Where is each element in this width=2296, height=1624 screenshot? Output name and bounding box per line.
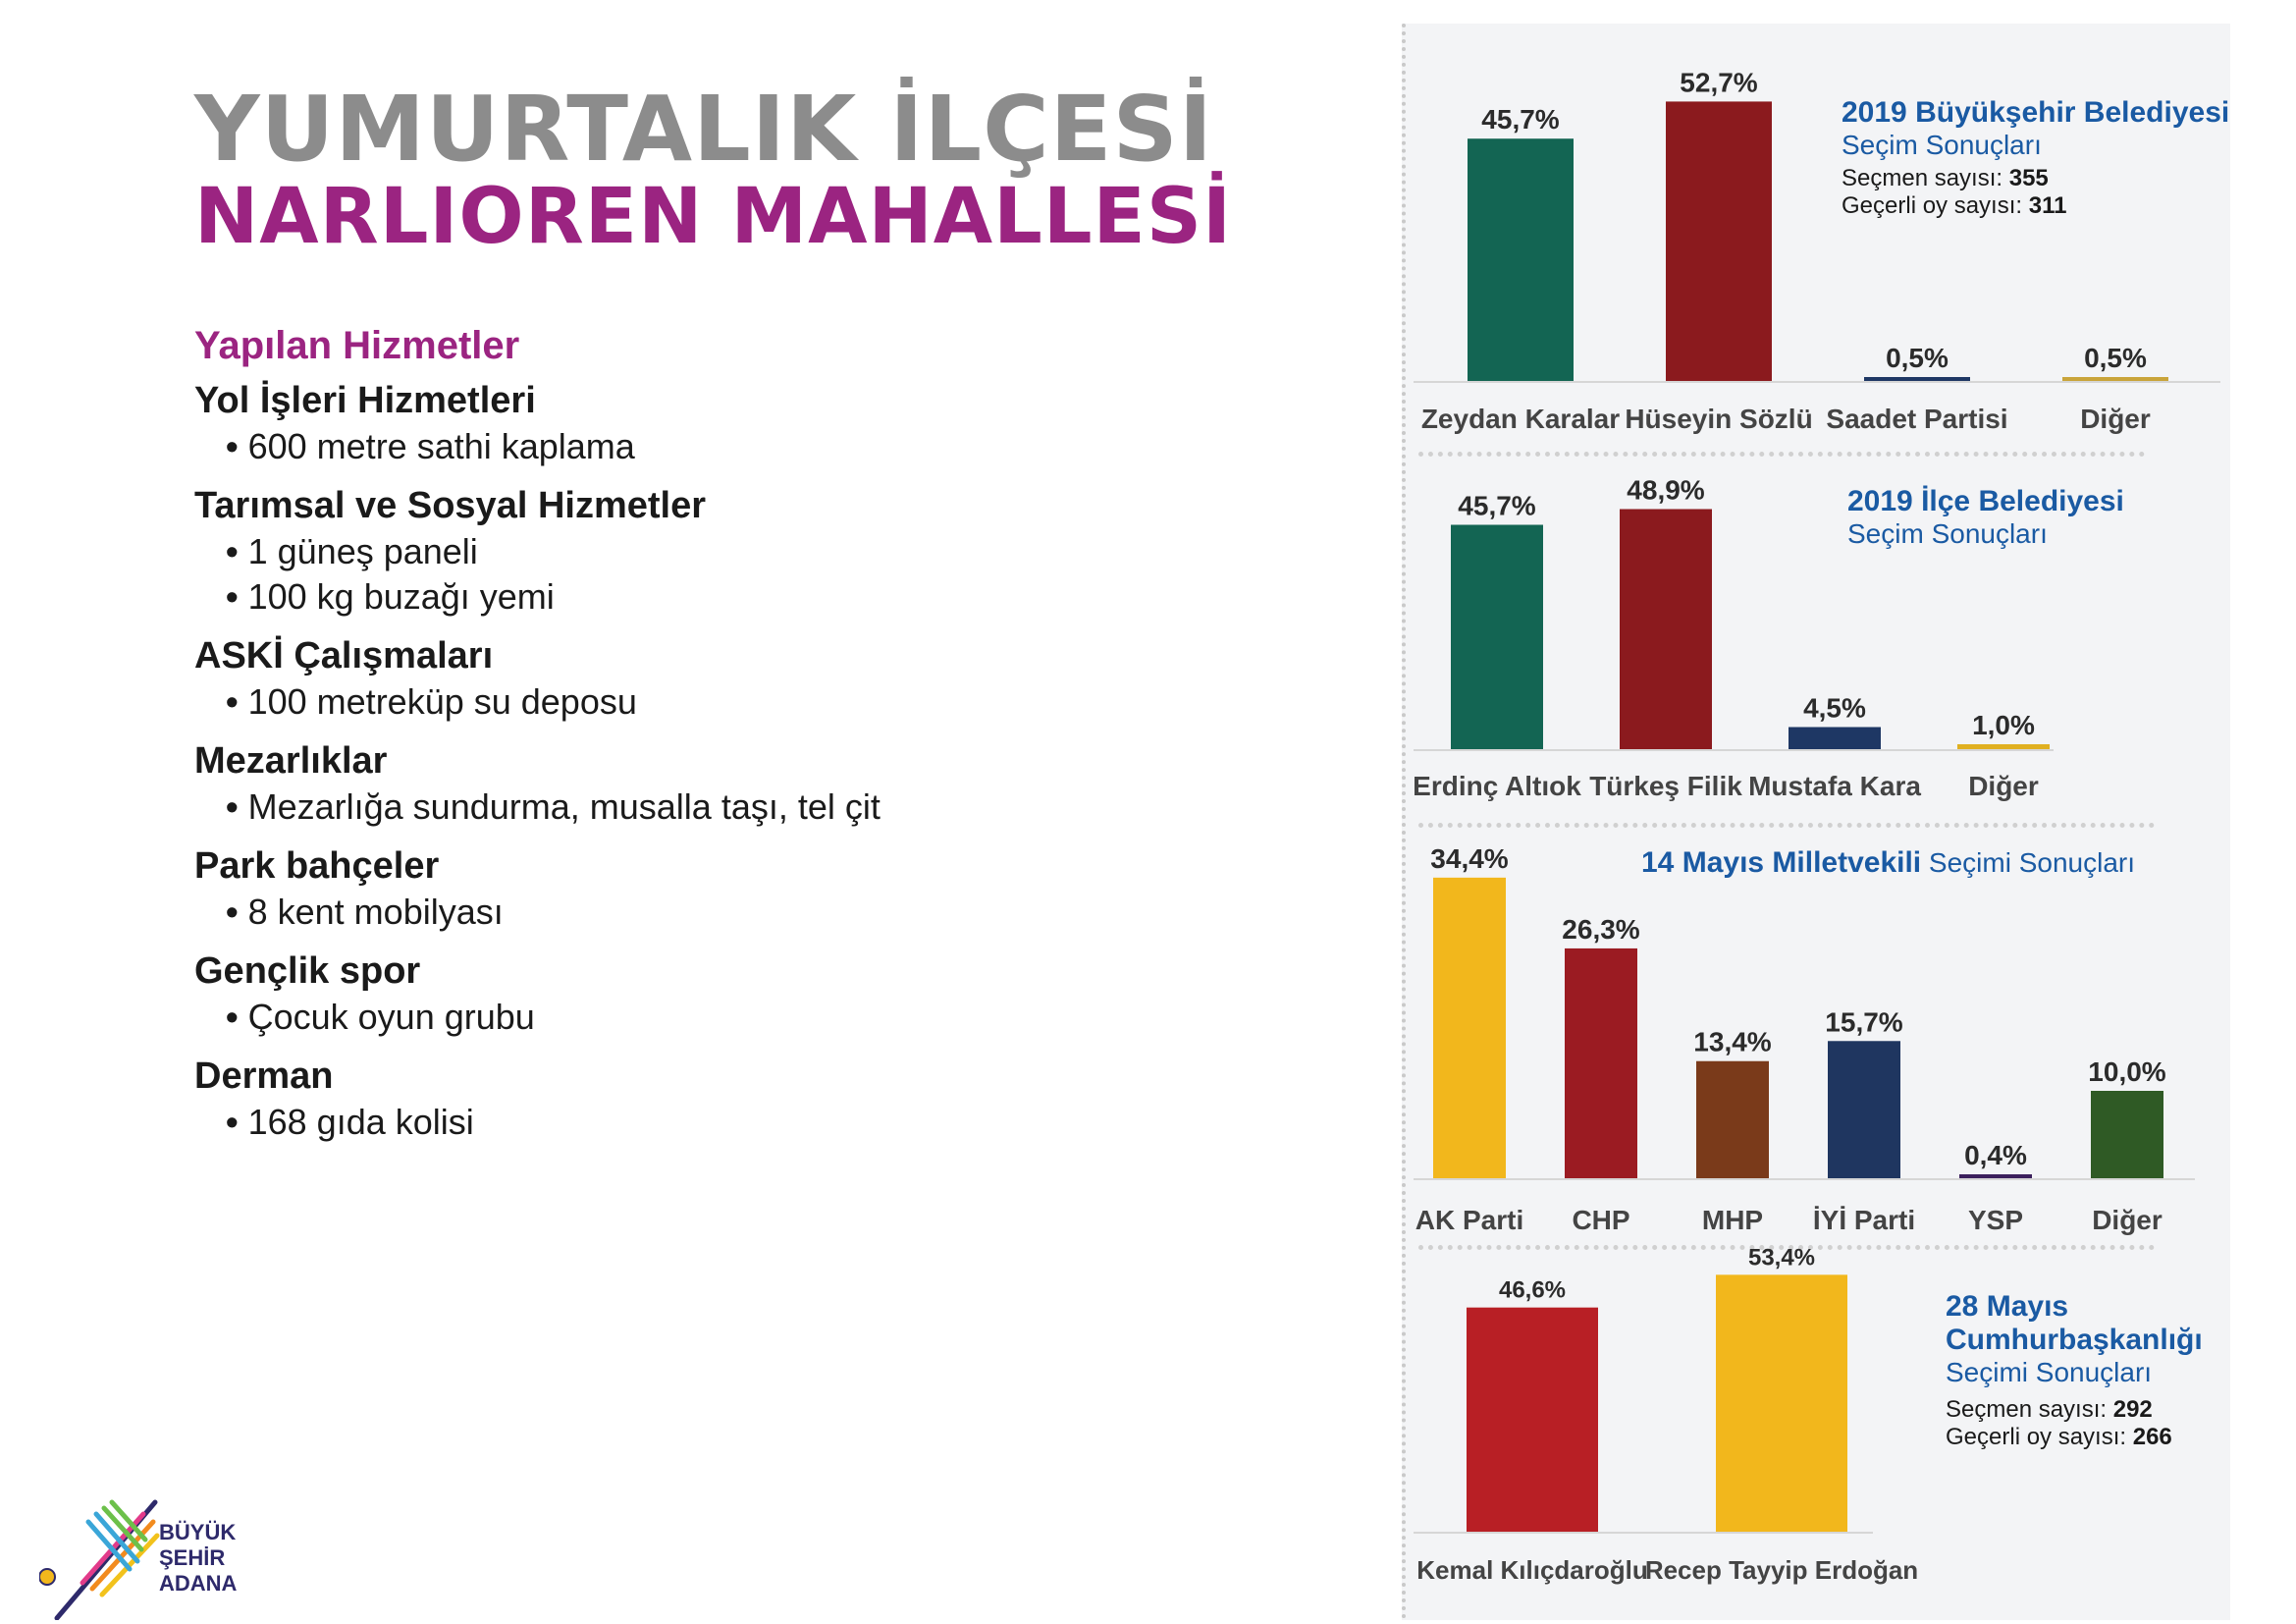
chart3-bar (2091, 1091, 2163, 1178)
chart3-category-label: AK Parti (1415, 1205, 1524, 1235)
valid-votes-value: 266 (2132, 1424, 2172, 1450)
service-item: • 1 güneş paneli (194, 531, 1274, 572)
valid-votes-label: Geçerli oy sayısı: (1946, 1424, 2133, 1450)
chart2-data-label: 4,5% (1803, 692, 1866, 724)
chart4-caption-line1: 28 Mayıs (1946, 1290, 2069, 1323)
chart1-category-label: Diğer (2080, 404, 2151, 434)
chart3-category-label: Diğer (2092, 1205, 2163, 1235)
chart3-category-label: İYİ Parti (1812, 1205, 1916, 1235)
voters-value: 292 (2112, 1396, 2153, 1423)
chart2-category-label: Diğer (1968, 771, 2039, 801)
chart1-bar (1864, 377, 1970, 381)
service-category: ASKİ Çalışmaları (194, 635, 494, 677)
service-item: • 168 gıda kolisi (194, 1102, 1274, 1143)
chart1-bar (1666, 101, 1772, 381)
chart2-data-label: 48,9% (1627, 474, 1705, 506)
chart1-data-label: 52,7% (1680, 67, 1758, 98)
chart2-caption-subtitle: Seçim Sonuçları (1847, 518, 2048, 549)
service-item: • Mezarlığa sundurma, musalla taşı, tel çit (194, 786, 1274, 828)
chart2-category-label: Türkeş Filik (1589, 771, 1742, 801)
chart4-caption (1946, 1290, 2203, 1451)
service-item: • 600 metre sathi kaplama (194, 426, 1274, 467)
chart3-data-label: 10,0% (2088, 1056, 2166, 1087)
chart3-caption-bold: 14 Mayıs Milletvekili (1641, 846, 1922, 879)
chart2-data-label: 45,7% (1458, 490, 1536, 521)
chart2-category-label: Erdinç Altıok (1413, 771, 1581, 801)
voters-label: Seçmen sayısı: (1946, 1396, 2113, 1423)
service-category: Derman (194, 1056, 334, 1097)
chart1-caption-title: 2019 Büyükşehir Belediyesi (1842, 96, 2230, 129)
chart4-category-label: Kemal Kılıçdaroğlu (1416, 1555, 1648, 1585)
logo-line1: BÜYÜK (159, 1520, 237, 1544)
chart4-data-label: 53,4% (1747, 1244, 1816, 1272)
service-category: Gençlik spor (194, 950, 421, 992)
chart3-category-label: YSP (1967, 1205, 2024, 1235)
chart3-data-label: 26,3% (1562, 913, 1640, 945)
chart2-data-label: 1,0% (1972, 710, 2035, 740)
valid-votes-value: 311 (2028, 192, 2067, 219)
valid-votes-label: Geçerli oy sayısı: (1842, 192, 2029, 219)
chart4-data-label: 46,6% (1498, 1276, 1567, 1304)
chart3-bar (1433, 878, 1506, 1178)
voters-label: Seçmen sayısı: (1842, 165, 2009, 191)
chart3-caption (1641, 846, 2135, 880)
chart1-category-label: Saadet Partisi (1826, 404, 2008, 434)
service-item: • 8 kent mobilyası (194, 892, 1274, 933)
chart2-bar (1789, 728, 1881, 750)
chart4-caption-line3: Seçimi Sonuçları (1946, 1357, 2153, 1387)
service-category: Mezarlıklar (194, 740, 388, 782)
chart1-data-label: 0,5% (1886, 343, 1949, 373)
chart3-bar (1696, 1061, 1769, 1178)
district-title: YUMURTALIK İLÇESİ (194, 77, 1213, 182)
service-category: Park bahçeler (194, 845, 440, 887)
chart2-caption (1847, 485, 2124, 550)
chart3-bar (1828, 1041, 1900, 1178)
chart1-data-label: 45,7% (1481, 104, 1560, 135)
chart1-category-label: Hüseyin Sözlü (1625, 404, 1813, 434)
voters-value: 355 (2008, 165, 2049, 191)
service-item: • Çocuk oyun grubu (194, 997, 1274, 1038)
service-category: Tarımsal ve Sosyal Hizmetler (194, 485, 706, 526)
chart2-bar (1957, 744, 2050, 749)
chart2-bar (1451, 525, 1543, 750)
service-item: • 100 metreküp su deposu (194, 681, 1274, 723)
logo-wordmark (159, 1520, 237, 1597)
chart1-data-label: 0,5% (2084, 343, 2147, 373)
chart3-data-label: 15,7% (1825, 1006, 1903, 1038)
chart3-caption-rest: Seçimi Sonuçları (1921, 847, 2136, 878)
chart3-data-label: 34,4% (1430, 842, 1509, 874)
chart2-category-label: Mustafa Kara (1748, 771, 1921, 801)
service-item: • 100 kg buzağı yemi (194, 576, 1274, 618)
chart4-bar (1467, 1308, 1598, 1532)
service-category: Yol İşleri Hizmetleri (194, 380, 536, 421)
buyuksehir-adana-logo (39, 1492, 275, 1620)
chart3-bar (1959, 1174, 2032, 1178)
chart3-bar (1565, 948, 1637, 1178)
services-heading: Yapılan Hizmetler (194, 324, 520, 367)
chart1-caption-subtitle: Seçim Sonuçları (1842, 130, 2042, 160)
logo-line2: ŞEHİR (159, 1545, 226, 1570)
chart1-category-label: Zeydan Karalar (1420, 404, 1621, 434)
chart2-caption-title: 2019 İlçe Belediyesi (1847, 485, 2124, 517)
chart4-bar (1716, 1274, 1847, 1532)
logo-line3: ADANA (159, 1571, 238, 1596)
chart1-bar (1468, 138, 1574, 381)
chart4-caption-line2: Cumhurbaşkanlığı (1946, 1324, 2203, 1356)
chart2-bar (1620, 510, 1712, 750)
chart3-data-label: 13,4% (1693, 1026, 1772, 1057)
chart4-category-label: Recep Tayyip Erdoğan (1644, 1555, 1919, 1585)
chart3-category-label: CHP (1572, 1205, 1630, 1235)
neighborhood-title: NARLIOREN MAHALLESİ (194, 173, 1233, 261)
chart3-data-label: 0,4% (1964, 1140, 2027, 1170)
chart1-caption (1842, 96, 2229, 220)
chart3-category-label: MHP (1701, 1205, 1764, 1235)
chart1-bar (2062, 377, 2168, 381)
